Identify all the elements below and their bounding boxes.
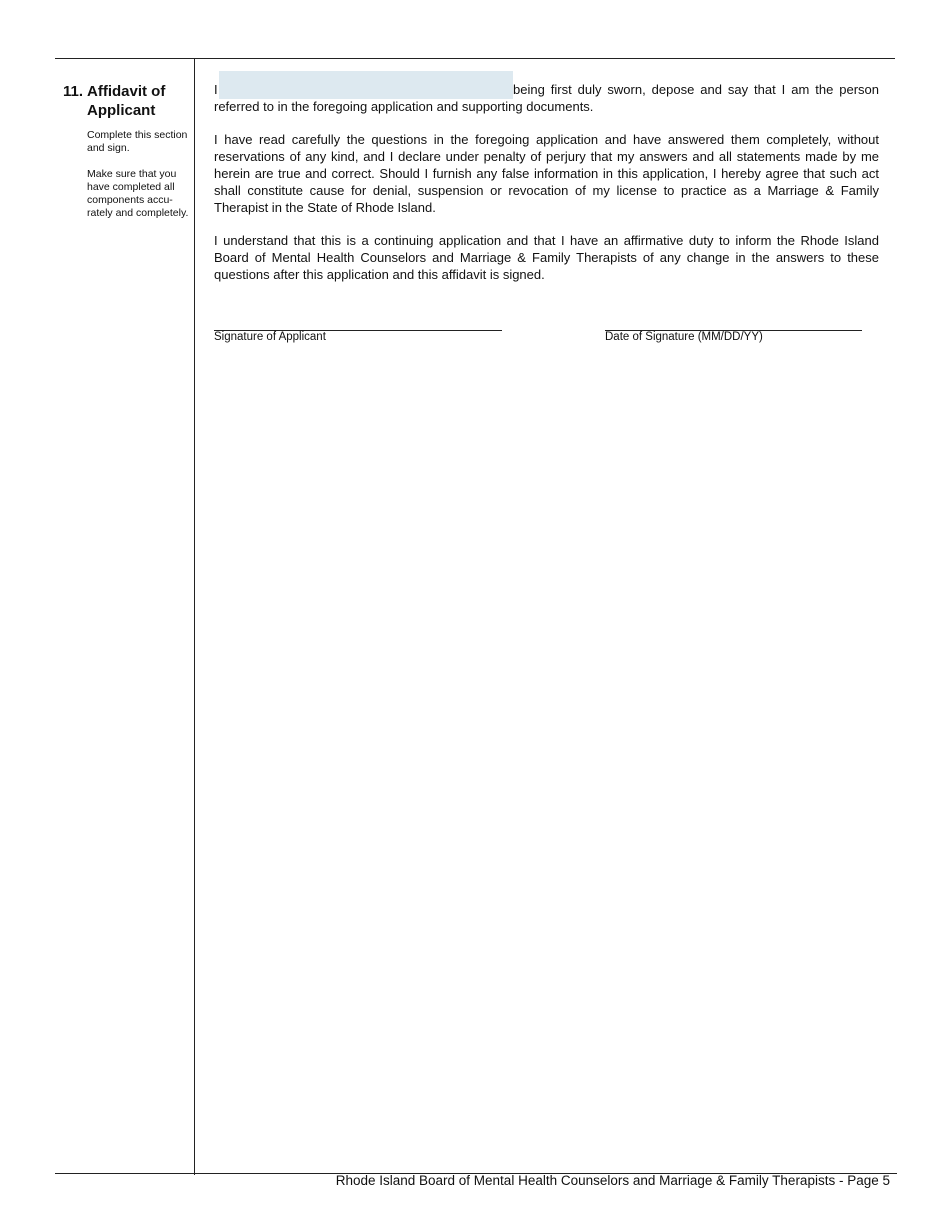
section-number: 11.: [63, 83, 84, 100]
signature-label: Signature of Applicant: [214, 331, 326, 343]
affidavit-sworn-statement: being first duly sworn, depose and say that I am the person referred to in the foregoing application and supporting documents.: [214, 82, 879, 114]
affidavit-lead-in: I: [214, 82, 218, 97]
column-divider: [194, 58, 195, 1175]
affidavit-paragraph-perjury: I have read carefully the questions in the foregoing application and have answered them completely, without reservations of any kind, and I declare under penalty of perjury that my answers and all statements made by me herein are true and correct. Should I furnish any false information in this application, I hereby agree that such act shall constitute cause for denial, suspension or revocation of my license to practice as a Marriage & Family Therapist in the State of Rhode Island.: [214, 132, 879, 215]
page-footer: Rhode Island Board of Mental Health Counselors and Marriage & Family Therapists - Page 5: [335, 1173, 890, 1188]
instruction-check-completeness: Make sure that you have completed all components accu-rately and completely.: [87, 168, 189, 219]
applicant-name-field[interactable]: [219, 71, 513, 99]
top-rule: [55, 58, 895, 59]
date-of-signature-label: Date of Signature (MM/DD/YY): [605, 331, 763, 343]
affidavit-paragraph-continuing-duty: I understand that this is a continuing application and that I have an affirmative duty to inform the Rhode Island Board of Mental Health Counselors and Marriage & Family Therapists of any change in the answers to these questions after this application and this affidavit is signed.: [214, 233, 879, 282]
instruction-complete-and-sign: Complete this section and sign.: [87, 129, 188, 154]
section-title: Affidavit of Applicant: [87, 83, 166, 119]
